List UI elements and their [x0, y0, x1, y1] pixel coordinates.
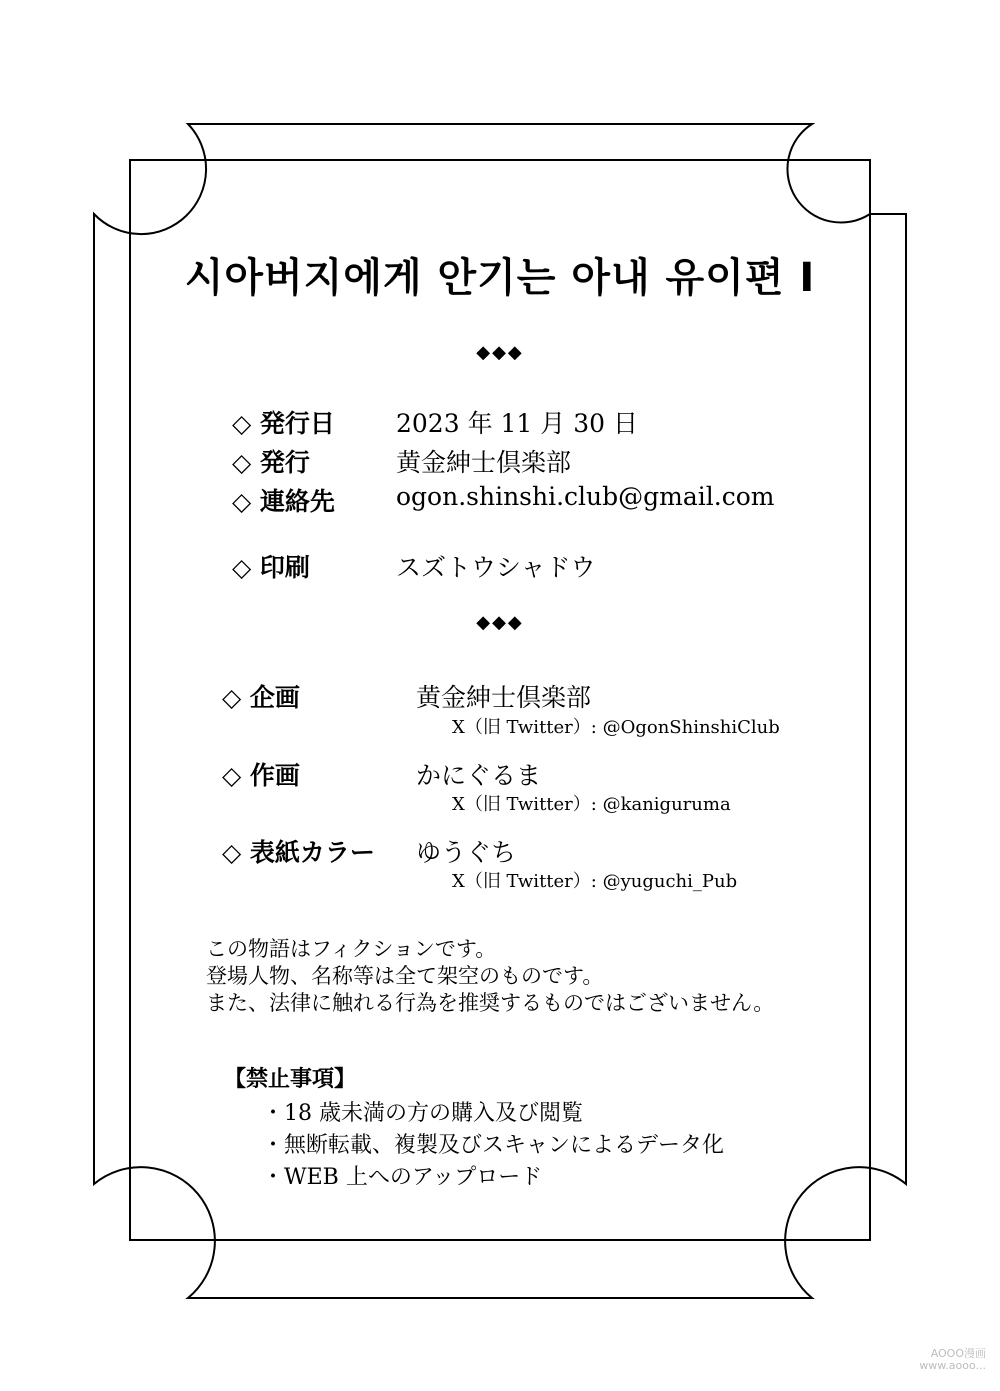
prohibited-item: ・18 歳未満の方の購入及び閲覧 — [262, 1101, 583, 1126]
value-planning: 黄金紳士倶楽部 — [416, 683, 592, 712]
prohibited-item: ・無断転載、複製及びスキャンによるデータ化 — [262, 1133, 725, 1158]
prohibited-item: ・WEB 上へのアップロード — [262, 1165, 543, 1190]
label-artwork: ◇ 作画 — [222, 761, 300, 790]
value-artwork: かにぐるま — [416, 761, 542, 790]
label-publisher: ◇ 発行 — [232, 448, 310, 477]
watermark — [919, 1348, 986, 1372]
value-cover-color: ゆうぐち — [416, 838, 517, 867]
value-printer: スズトウシャドウ — [396, 553, 596, 582]
value-publisher: 黄金紳士倶楽部 — [396, 448, 572, 477]
diamond-divider: ◆◆◆ — [476, 612, 524, 633]
disclaimer-line: また、法律に触れる行為を推奨するものではございません。 — [206, 991, 775, 1015]
label-planning: ◇ 企画 — [222, 683, 300, 712]
prohibited-heading: 【禁止事項】 — [224, 1066, 357, 1092]
page-title: 시아버지에게 안기는 아내 유이편 Ⅰ — [184, 255, 816, 301]
disclaimer-line: この物語はフィクションです。 — [206, 937, 497, 961]
handle-planning: X（旧 Twitter）: @OgonShinshiClub — [452, 717, 780, 738]
label-cover-color: ◇ 表紙カラー — [222, 838, 375, 867]
label-contact: ◇ 連絡先 — [232, 487, 335, 516]
watermark-line: AOOO漫画 — [930, 1347, 986, 1360]
handle-cover-color: X（旧 Twitter）: @yuguchi_Pub — [452, 871, 738, 892]
label-printer: ◇ 印刷 — [232, 553, 310, 582]
handle-artwork: X（旧 Twitter）: @kaniguruma — [452, 794, 731, 815]
disclaimer-line: 登場人物、名称等は全て架空のものです。 — [206, 964, 604, 988]
label-issue-date: ◇ 発行日 — [232, 409, 335, 438]
diamond-divider: ◆◆◆ — [476, 342, 524, 363]
value-issue-date: 2023 年 11 月 30 日 — [396, 409, 638, 438]
watermark-line: www.aooo... — [919, 1359, 986, 1372]
value-contact-email: ogon.shinshi.club@gmail.com — [396, 482, 775, 511]
